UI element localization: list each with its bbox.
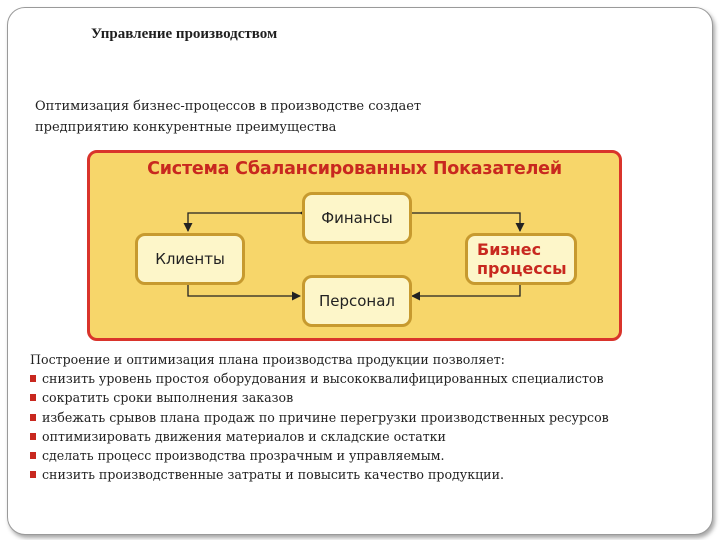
arrow-finance-clients bbox=[188, 213, 300, 231]
node-staff: Персонал bbox=[302, 275, 412, 327]
bullet-icon bbox=[30, 452, 36, 459]
bullet-icon bbox=[30, 471, 36, 478]
arrow-finance-business bbox=[412, 213, 520, 231]
list-item-text: сократить сроки выполнения заказов bbox=[42, 390, 294, 406]
page-title: Управление производством bbox=[91, 26, 278, 42]
node-business-processes bbox=[465, 233, 577, 285]
list-item-text: сделать процесс производства прозрачным и управляемым. bbox=[42, 448, 445, 464]
intro-line-1: Оптимизация бизнес-процессов в производстве создает bbox=[35, 99, 422, 114]
node-business-line-2: процессы bbox=[477, 259, 567, 278]
list-item bbox=[30, 369, 700, 388]
list-item-text: избежать срывов плана продаж по причине перегрузки производственных ресурсов bbox=[42, 409, 609, 425]
list-item bbox=[30, 388, 700, 407]
arrow-business-staff bbox=[412, 284, 520, 296]
diagram-title: Система Сбалансированных Показателей bbox=[147, 159, 562, 179]
bullet-icon bbox=[30, 394, 36, 401]
list-item-text: снизить производственные затраты и повысить качество продукции. bbox=[42, 467, 504, 483]
benefits-lead: Построение и оптимизация плана производства продукции позволяет: bbox=[30, 352, 505, 367]
list-item bbox=[30, 427, 700, 446]
node-business-line-1: Бизнес bbox=[477, 240, 542, 259]
arrow-clients-staff bbox=[188, 284, 300, 296]
balanced-scorecard-diagram bbox=[87, 150, 622, 341]
list-item bbox=[30, 408, 700, 427]
benefits-section bbox=[30, 350, 700, 484]
list-item bbox=[30, 465, 700, 484]
node-finance: Финансы bbox=[302, 192, 412, 244]
node-clients: Клиенты bbox=[135, 233, 245, 285]
bullet-icon bbox=[30, 375, 36, 382]
list-item-text: оптимизировать движения материалов и складские остатки bbox=[42, 428, 446, 444]
bullet-icon bbox=[30, 433, 36, 440]
intro-line-2: предприятию конкурентные преимущества bbox=[35, 120, 337, 135]
list-item-text: снизить уровень простоя оборудования и высококвалифицированных специалистов bbox=[42, 371, 604, 387]
benefits-list bbox=[30, 369, 700, 484]
bullet-icon bbox=[30, 414, 36, 421]
list-item bbox=[30, 446, 700, 465]
intro-text bbox=[35, 96, 675, 138]
